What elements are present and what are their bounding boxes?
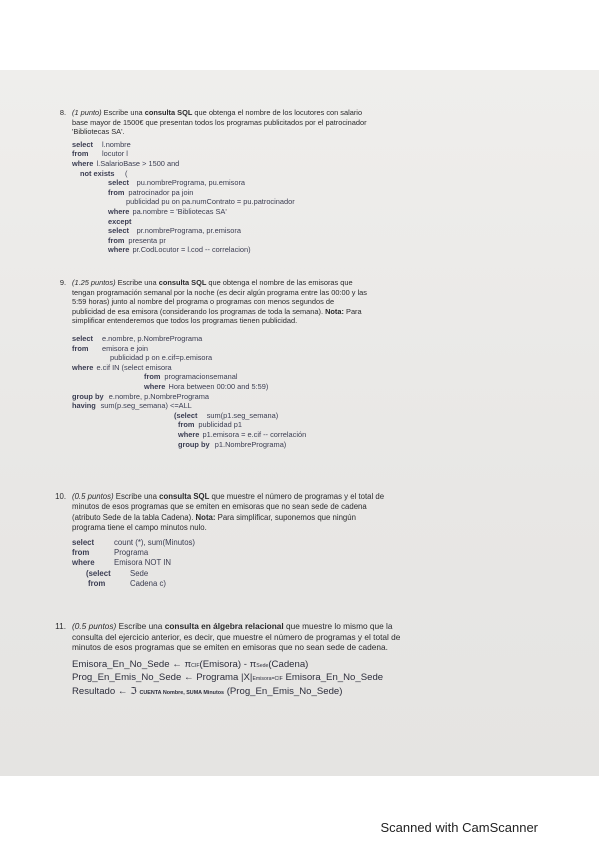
- statement-text: 5:59 horas) junto al nombre del programa o programas con menos segundos de: [72, 297, 335, 307]
- statement-text: minutos de esos programas que se emiten en emisoras que no sean sede de cadena: [72, 502, 367, 512]
- ra-line: [72, 659, 500, 673]
- statement-line: [50, 297, 460, 307]
- statement-text: Escribe una: [117, 278, 159, 287]
- question-11: [50, 621, 500, 700]
- relational-algebra-answer: [50, 659, 500, 700]
- sql-text: sum(p1.seg_semana): [206, 410, 279, 420]
- ra-subscript: CIF: [191, 662, 200, 669]
- statement-line: [50, 492, 500, 502]
- sql-line: [50, 538, 500, 548]
- sql-line: [50, 420, 460, 430]
- sql-text: l.SalarioBase > 1500 and: [96, 158, 180, 168]
- points-label: (1 punto): [72, 108, 104, 117]
- sql-line: [50, 430, 460, 440]
- sql-line: [50, 372, 460, 382]
- statement-text: que obtenga el nombre de los locutores con salario: [192, 108, 363, 117]
- statement-text: Para simplificar, suponemos que ningún: [215, 512, 356, 522]
- sql-text: publicidad p1: [198, 420, 242, 430]
- sql-text: e.cif IN (select emisora: [96, 362, 172, 372]
- statement-line: [50, 307, 460, 317]
- sql-line: [50, 178, 460, 188]
- sql-line: [50, 226, 460, 236]
- sql-keyword: where: [72, 158, 94, 168]
- watermark-text: Scanned with CamScanner: [380, 820, 538, 835]
- sql-line: [50, 188, 460, 198]
- sql-keyword: select: [72, 537, 95, 547]
- sql-text: count (*), sum(Minutos): [114, 537, 196, 547]
- statement-text: Nota:: [325, 306, 344, 316]
- ra-line: [72, 672, 500, 686]
- sql-line: [50, 217, 460, 227]
- sql-text: e.nombre, p.NombrePrograma: [108, 391, 210, 401]
- sql-text: patrocinador pa join: [128, 187, 194, 197]
- sql-line: [50, 401, 460, 411]
- statement-line: [50, 502, 500, 512]
- ra-subscript: Emisora=CIF: [252, 676, 283, 683]
- sql-answer: [50, 538, 500, 590]
- sql-line: [50, 548, 500, 558]
- question-8: [50, 108, 460, 255]
- statement-line: [50, 288, 460, 298]
- sql-text: emisora e join: [102, 343, 149, 353]
- sql-text: p1.NombrePrograma): [214, 439, 287, 449]
- statement-text: que obtenga el nombre de las emisoras que: [206, 278, 353, 287]
- ra-subscript: CUENTA Nombre, SUMA Minutos: [139, 689, 225, 696]
- sql-text: publicidad p on e.cif=p.emisora: [110, 353, 213, 363]
- sql-text: sum(p.seg_semana) <=ALL: [100, 401, 192, 411]
- statement-line: [50, 278, 460, 288]
- sql-line: [50, 140, 460, 150]
- sql-text: l.nombre: [102, 139, 131, 149]
- question-number: 8.: [59, 108, 66, 117]
- sql-keyword: from: [88, 579, 106, 589]
- statement-text: base mayor de 1500€ que presentan todos los programas publicitados por el patrocinador: [72, 117, 367, 127]
- sql-text: Sede: [130, 568, 149, 578]
- sql-keyword: (select: [174, 410, 198, 420]
- ra-line: [72, 686, 500, 700]
- sql-keyword: select: [72, 139, 93, 149]
- statement-text: consulta en álgebra relacional: [164, 621, 284, 631]
- sql-keyword: where: [72, 362, 94, 372]
- sql-text: publicidad pu on pa.numContrato = pu.patrocinador: [126, 197, 295, 207]
- sql-keyword: where: [108, 206, 130, 216]
- statement-text: consulta SQL: [158, 278, 207, 287]
- sql-text: Emisora NOT IN: [114, 558, 172, 568]
- statement-line: [50, 513, 500, 523]
- statement-text: 'Bibliotecas SA'.: [72, 127, 125, 137]
- ra-text: (Prog_En_Emis_No_Sede): [224, 685, 343, 697]
- sql-keyword: from: [178, 420, 195, 430]
- sql-line: [50, 392, 460, 402]
- statement-line: [50, 642, 500, 653]
- sql-keyword: select: [108, 226, 129, 236]
- sql-keyword: where: [72, 558, 95, 568]
- sql-text: e.nombre, p.NombrePrograma: [102, 333, 203, 343]
- sql-text: presenta pr: [128, 235, 166, 245]
- sql-keyword: having: [72, 401, 96, 411]
- question-9: [50, 278, 460, 449]
- statement-text: publicidad de esa emisora (considerando los programas de toda la semana).: [72, 306, 326, 316]
- sql-keyword: where: [108, 245, 130, 255]
- statement-line: [50, 118, 460, 128]
- sql-text: pa.nombre = 'Bibliotecas SA': [132, 206, 227, 216]
- sql-text: Programa: [114, 548, 149, 558]
- statement-text: consulta del ejercicio anterior, es decir, que muestre el número de programas y el total de: [72, 631, 401, 642]
- ra-text: (Emisora) - π: [199, 658, 257, 670]
- sql-line: [50, 558, 500, 568]
- sql-text: pr.CodLocutor = l.cod -- correlacion): [132, 245, 251, 255]
- sql-text: Hora between 00:00 and 5:59): [168, 381, 269, 391]
- question-number: 9.: [59, 278, 66, 287]
- sql-line: [50, 149, 460, 159]
- statement-text: que muestre lo mismo que la: [283, 621, 393, 631]
- ra-text: Prog_En_Emis_No_Sede ← Programa |X|: [72, 672, 253, 684]
- sql-line: [50, 334, 460, 344]
- sql-answer: [50, 334, 460, 449]
- sql-line: [50, 579, 500, 589]
- sql-text: Cadena c): [130, 579, 166, 589]
- statement-line: [50, 523, 500, 533]
- statement-text: consulta SQL: [159, 492, 210, 501]
- statement-text: Escribe una: [118, 621, 165, 631]
- sql-text: programacionsemanal: [164, 372, 238, 382]
- sql-keyword: from: [108, 187, 125, 197]
- sql-keyword: select: [72, 333, 93, 343]
- statement-text: Nota:: [195, 512, 216, 522]
- statement-text: (atributo Sede de la tabla Cadena).: [72, 512, 196, 522]
- sql-keyword: group by: [72, 391, 104, 401]
- sql-line: [50, 363, 460, 373]
- sql-keyword: where: [144, 381, 166, 391]
- sql-keyword: where: [178, 429, 200, 439]
- sql-keyword: select: [108, 178, 129, 188]
- statement-text: que muestre el número de programas y el total de: [209, 492, 385, 501]
- sql-keyword: except: [108, 216, 132, 226]
- statement-text: consulta SQL: [144, 108, 193, 117]
- points-label: (0.5 puntos): [72, 621, 119, 631]
- sql-line: [50, 440, 460, 450]
- sql-line: [50, 344, 460, 354]
- statement-text: Escribe una: [103, 108, 145, 117]
- sql-text: locutor l: [102, 149, 128, 159]
- sql-keyword: not exists: [80, 168, 115, 178]
- sql-keyword: from: [72, 343, 89, 353]
- sql-line: [50, 159, 460, 169]
- sql-line: [50, 207, 460, 217]
- sql-keyword: from: [72, 149, 89, 159]
- sql-text: pr.nombrePrograma, pr.emisora: [136, 226, 241, 236]
- sql-line: [50, 353, 460, 363]
- sql-keyword: (select: [86, 568, 111, 578]
- sql-line: [50, 382, 460, 392]
- sql-keyword: from: [72, 548, 90, 558]
- question-number: 10.: [55, 492, 66, 501]
- statement-text: tengan programación semanal por la noche (es decir algún programa entre las 00:00 y las: [72, 287, 367, 297]
- points-label: (0.5 puntos): [72, 492, 116, 501]
- statement-line: [50, 632, 500, 643]
- sql-line: [50, 569, 500, 579]
- statement-line: [50, 316, 460, 326]
- statement-text: programa tiene el campo minutos nulo.: [72, 523, 207, 533]
- sql-line: [50, 236, 460, 246]
- question-number: 11.: [55, 621, 66, 631]
- ra-text: (Cadena): [268, 658, 309, 670]
- sql-keyword: group by: [178, 439, 210, 449]
- statement-line: [50, 127, 460, 137]
- statement-text: Escribe una: [115, 492, 160, 501]
- statement-text: simplificar entenderemos que todos los programas tienen publicidad.: [72, 316, 298, 326]
- sql-line: [50, 169, 460, 179]
- sql-text: pu.nombrePrograma, pu.emisora: [136, 178, 246, 188]
- statement-text: minutos de esos programas que se emiten en emisoras que no sean sede de cadena.: [72, 642, 388, 653]
- statement-text: Para: [343, 306, 362, 316]
- ra-text: Emisora_En_No_Sede ← π: [72, 658, 192, 670]
- sql-line: [50, 197, 460, 207]
- statement-line: [50, 621, 500, 632]
- question-10: [50, 492, 500, 590]
- sql-answer: [50, 140, 460, 255]
- ra-text: Emisora_En_No_Sede: [282, 672, 384, 684]
- ra-text: Resultado ← ℑ: [72, 685, 140, 697]
- sql-line: [50, 411, 460, 421]
- sql-text: p1.emisora = e.cif -- correlación: [202, 429, 307, 439]
- sql-line: [50, 245, 460, 255]
- points-label: (1.25 puntos): [72, 278, 118, 287]
- sql-text: (: [125, 168, 128, 178]
- sql-keyword: from: [144, 372, 161, 382]
- sql-keyword: from: [108, 235, 125, 245]
- ra-subscript: Sede: [256, 662, 269, 669]
- statement-line: [50, 108, 460, 118]
